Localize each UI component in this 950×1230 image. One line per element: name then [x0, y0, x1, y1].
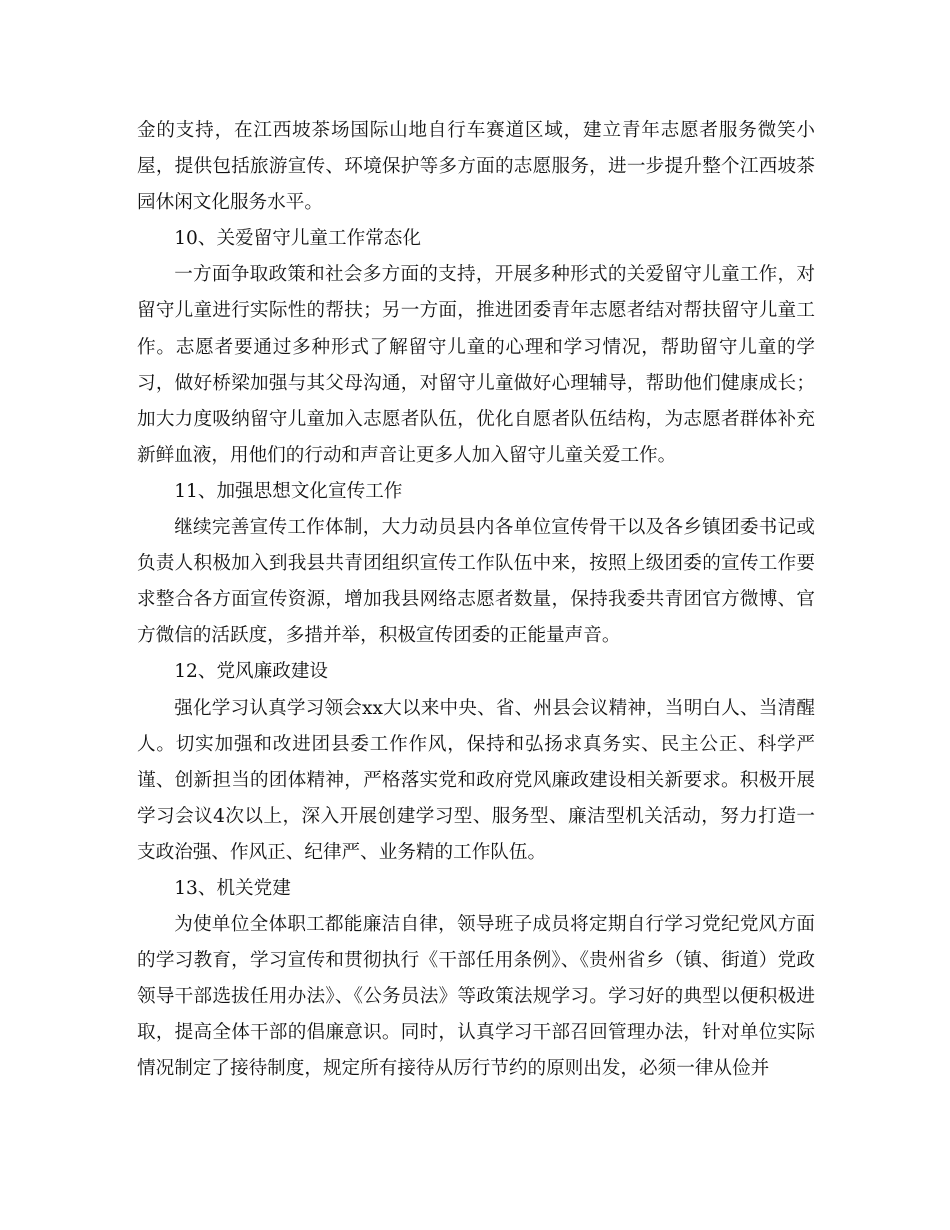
- paragraph-publicity-work: 继续完善宣传工作体制，大力动员县内各单位宣传骨干以及各乡镇团委书记或负责人积极加入到我县共青团组织宣传工作队伍中来，按照上级团委的宣传工作要求整合各方面宣传资源，增加我县网络志愿者数量，保持我委共青团官方微博、官方微信的活跃度，多措并举，积极宣传团委的正能量声音。: [137, 517, 815, 647]
- section-heading-10: 10、关爱留守儿童工作常态化: [174, 228, 421, 250]
- paragraph-party-building: 为使单位全体职工都能廉洁自律，领导班子成员将定期自行学习党纪党风方面的学习教育，学习宣传和贯彻执行《干部任用条例》、《贵州省乡（镇、街道）党政领导干部选拔任用办法》、《公务员法》等政策法规学习。学习好的典型以便积极进取，提高全体干部的倡廉意识。同时，认真学习干部召回管理办法，针对单位实际情况制定了接待制度，规定所有接待从厉行节约的原则出发，必须一律从俭并: [137, 914, 815, 1080]
- paragraph-integrity-building: 强化学习认真学习领会xx大以来中央、省、州县会议精神，当明白人、当清醒人。切实加强和改进团县委工作作风，保持和弘扬求真务实、民主公正、科学严谨、创新担当的团体精神，严格落实党和政府党风廉政建设相关新要求。积极开展学习会议4次以上，深入开展创建学习型、服务型、廉洁型机关活动，努力打造一支政治强、作风正、纪律严、业务精的工作队伍。: [137, 697, 815, 863]
- section-heading-11: 11、加强思想文化宣传工作: [174, 480, 403, 502]
- paragraph-continuation: 金的支持，在江西坡茶场国际山地自行车赛道区域，建立青年志愿者服务微笑小屋，提供包括旅游宣传、环境保护等多方面的志愿服务，进一步提升整个江西坡茶园休闲文化服务水平。: [137, 120, 815, 214]
- document-body: [137, 113, 815, 1088]
- section-heading-12: 12、党风廉政建设: [174, 661, 329, 683]
- section-heading-13: 13、机关党建: [174, 877, 291, 899]
- paragraph-left-behind-children: 一方面争取政策和社会多方面的支持，开展多种形式的关爱留守儿童工作，对留守儿童进行实际性的帮扶；另一方面，推进团委青年志愿者结对帮扶留守儿童工作。志愿者要通过多种形式了解留守儿童的心理和学习情况，帮助留守儿童的学习，做好桥梁加强与其父母沟通，对留守儿童做好心理辅导，帮助他们健康成长；加大力度吸纳留守儿童加入志愿者队伍，优化自愿者队伍结构，为志愿者群体补充新鲜血液，用他们的行动和声音让更多人加入留守儿童关爱工作。: [137, 264, 815, 466]
